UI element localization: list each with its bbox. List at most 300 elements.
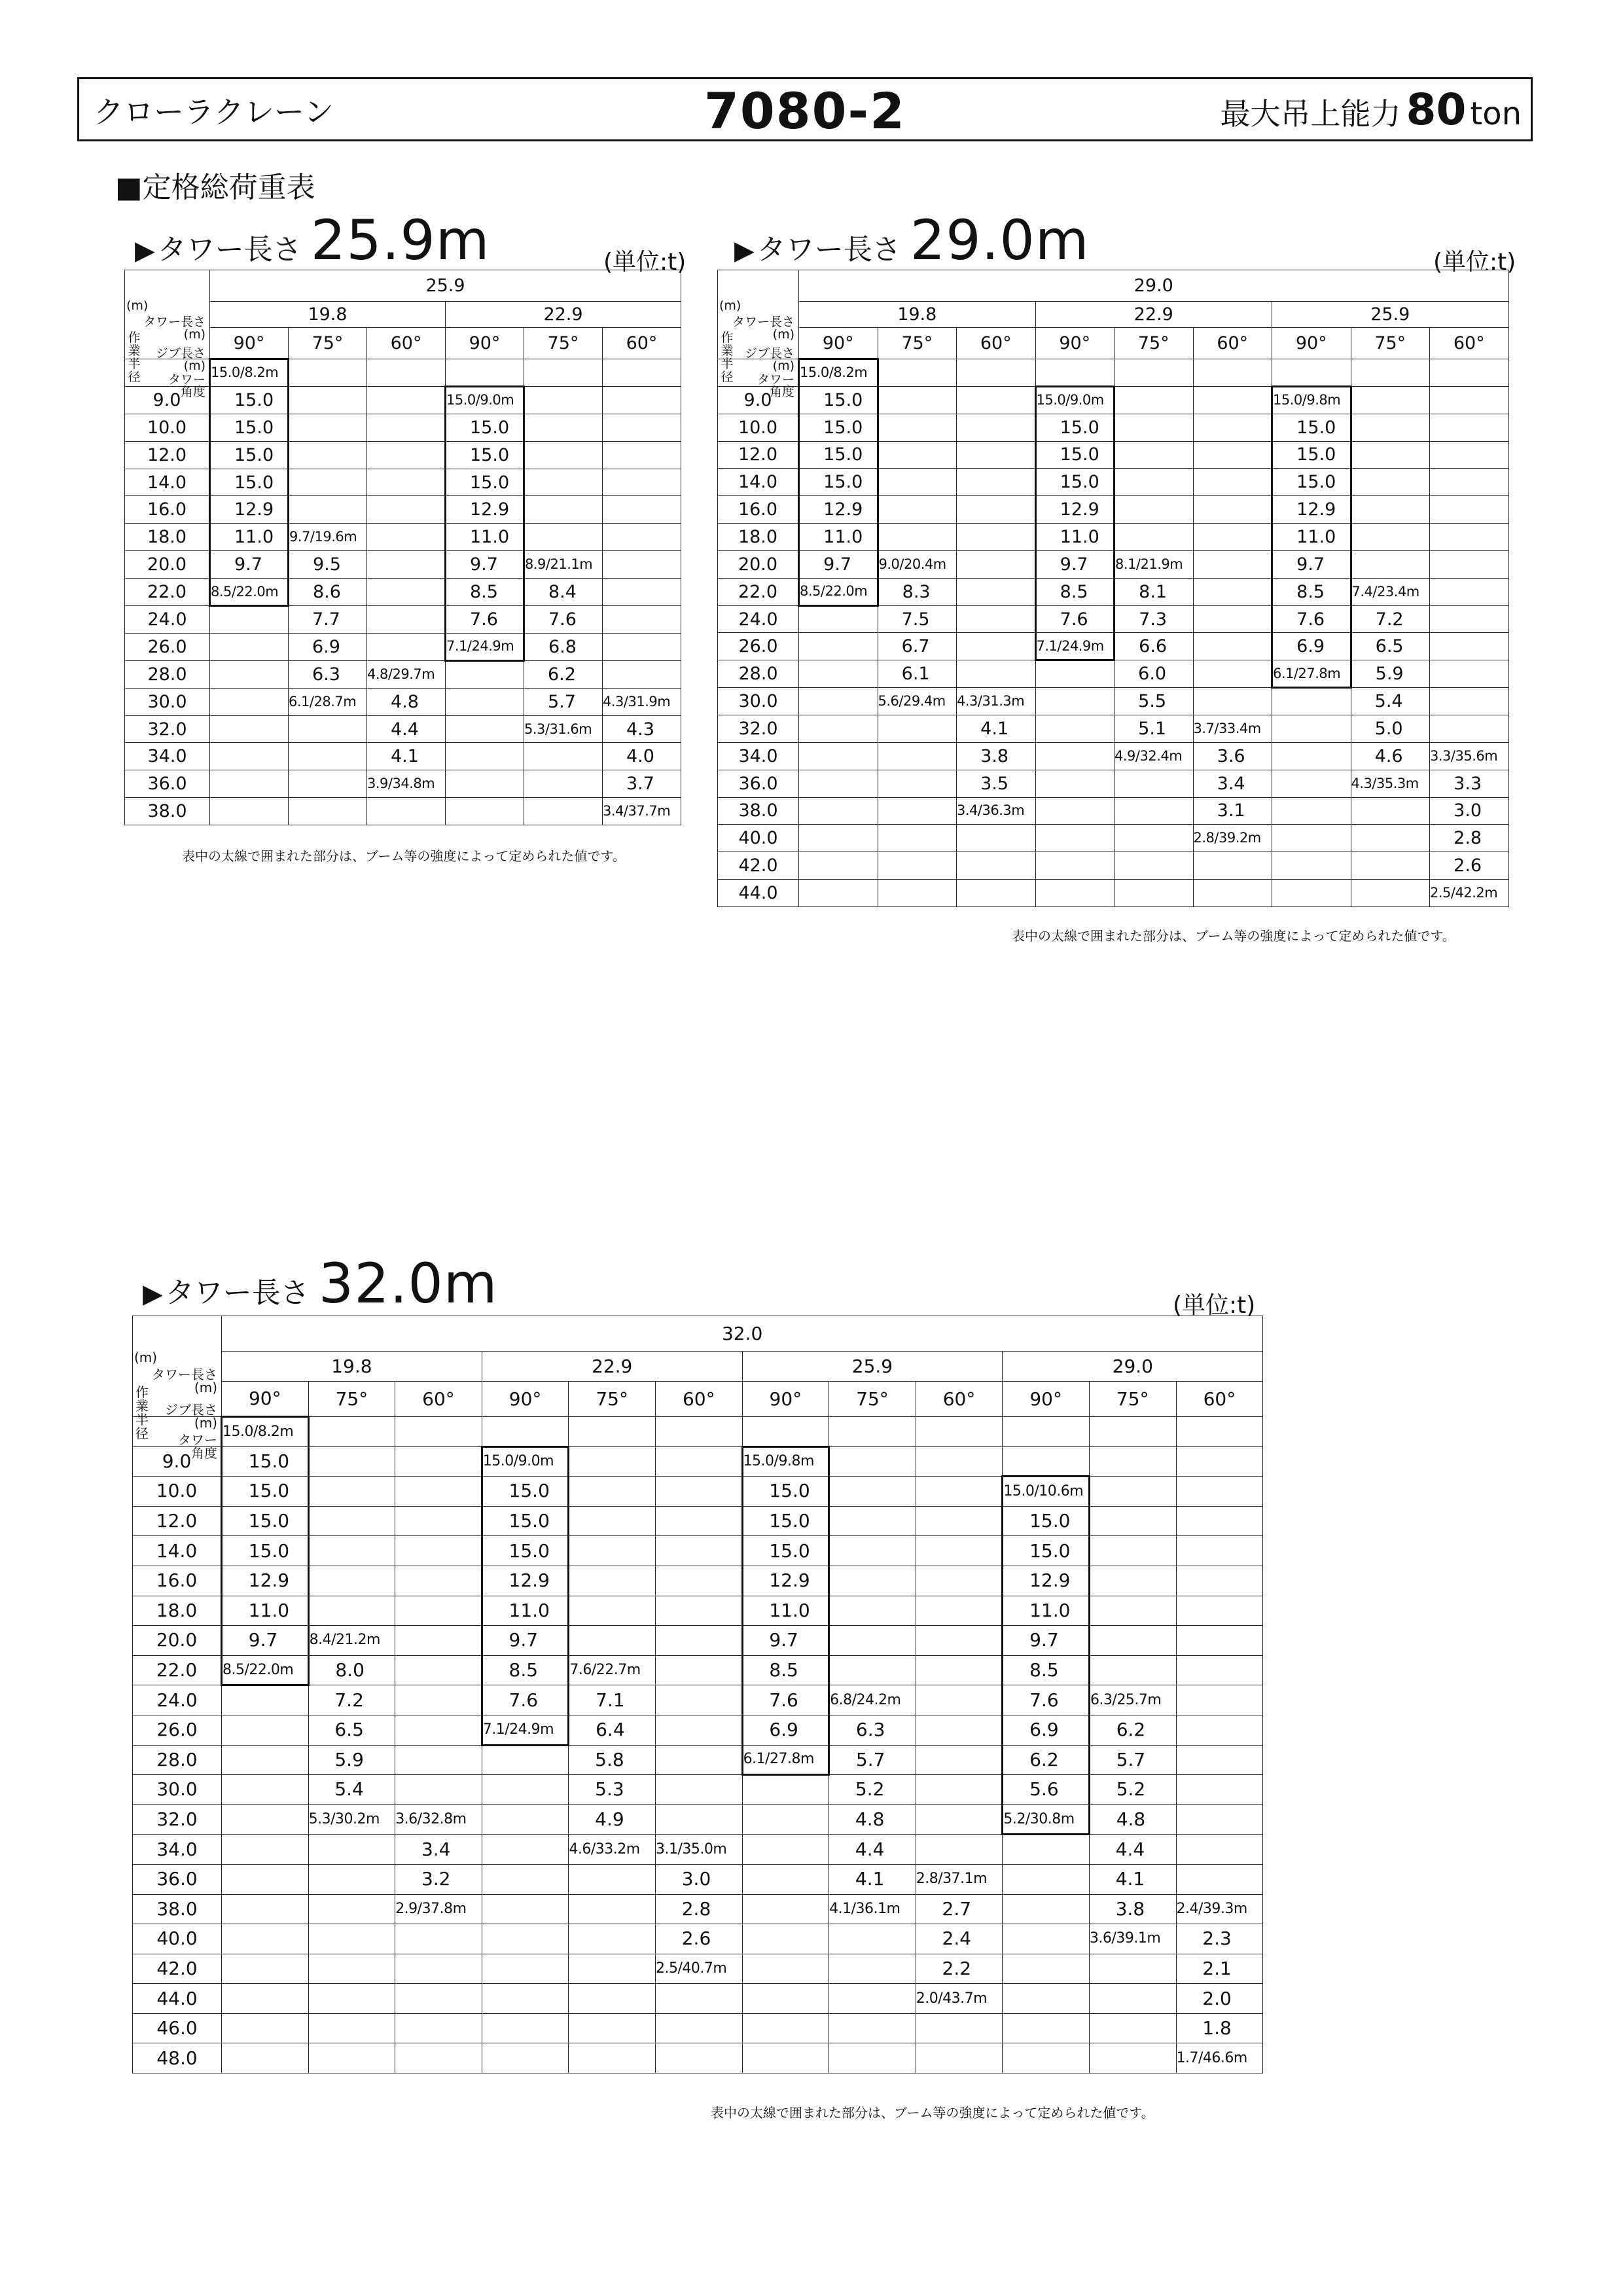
load-value <box>878 715 957 742</box>
load-value: 3.3/35.6m <box>1430 742 1509 770</box>
load-value: 15.0/9.8m <box>1272 386 1351 414</box>
load-value <box>829 1596 916 1626</box>
load-value <box>829 1506 916 1536</box>
load-value <box>446 715 524 743</box>
load-value: 2.4/39.3m <box>1176 1894 1263 1924</box>
load-value <box>1430 386 1509 414</box>
jib-length-value: 19.8 <box>210 302 446 328</box>
load-value <box>289 441 367 469</box>
tower-angle-value: 90° <box>799 328 878 359</box>
load-value <box>524 441 603 469</box>
table-row <box>133 1864 1263 1894</box>
tower-angle-value: 75° <box>878 328 957 359</box>
load-value: 8.5 <box>742 1655 829 1685</box>
load-value <box>1089 1566 1176 1596</box>
load-value: 2.8/37.1m <box>916 1864 1003 1894</box>
load-value: 4.8/29.7m <box>367 660 446 688</box>
radius-value: 20.0 <box>133 1626 222 1656</box>
load-value: 3.1 <box>1193 797 1272 825</box>
load-value: 9.7 <box>210 551 289 579</box>
load-value <box>1272 825 1351 852</box>
load-value <box>395 1984 482 2014</box>
load-value <box>1089 1506 1176 1536</box>
load-value: 4.1 <box>367 743 446 770</box>
load-value <box>1351 359 1430 387</box>
load-value <box>742 1894 829 1924</box>
load-value: 9.7 <box>482 1626 569 1656</box>
load-value <box>799 770 878 797</box>
tower-angle-value: 90° <box>1003 1382 1090 1417</box>
load-value <box>1351 414 1430 441</box>
load-value <box>1115 386 1194 414</box>
load-value <box>367 551 446 579</box>
table-row <box>133 2043 1263 2073</box>
load-value: 3.4/37.7m <box>603 798 681 825</box>
load-value: 4.4 <box>367 715 446 743</box>
load-value: 15.0 <box>799 386 878 414</box>
load-value <box>957 550 1036 578</box>
tower-angle-value: 75° <box>1351 328 1430 359</box>
load-value <box>395 1745 482 1775</box>
load-value <box>210 660 289 688</box>
table-row <box>125 579 681 606</box>
tower-angle-value: 60° <box>603 328 681 359</box>
table-row <box>133 1924 1263 1954</box>
load-value <box>1176 1685 1263 1715</box>
load-value: 6.8/24.2m <box>829 1685 916 1715</box>
load-value <box>308 1864 395 1894</box>
load-value: 3.8 <box>957 742 1036 770</box>
radius-value: 38.0 <box>133 1894 222 1924</box>
load-value <box>1272 880 1351 907</box>
load-value <box>524 469 603 496</box>
load-value: 6.0 <box>1115 660 1194 688</box>
load-value <box>603 633 681 660</box>
tower-angle-value: 75° <box>289 328 367 359</box>
load-value <box>1089 2043 1176 2073</box>
table-row <box>718 852 1509 880</box>
load-value <box>482 1864 569 1894</box>
table-row <box>718 660 1509 688</box>
load-value <box>799 852 878 880</box>
load-value <box>878 496 957 524</box>
load-value <box>482 2043 569 2073</box>
load-value <box>1089 2013 1176 2043</box>
machine-type: クローラクレーン <box>94 94 334 130</box>
load-value <box>1176 1626 1263 1656</box>
load-value <box>1193 441 1272 469</box>
load-value: 7.1/24.9m <box>446 633 524 660</box>
load-value <box>222 1924 309 1954</box>
load-value <box>446 660 524 688</box>
load-value: 2.5/40.7m <box>655 1954 742 1984</box>
table-row <box>133 1984 1263 2014</box>
load-value: 15.0 <box>210 414 289 441</box>
load-value: 8.5/22.0m <box>799 578 878 605</box>
load-value <box>655 1804 742 1835</box>
load-value <box>957 359 1036 387</box>
load-value: 15.0/8.2m <box>210 359 289 387</box>
header-corner <box>125 270 210 399</box>
load-value: 9.0/20.4m <box>878 550 957 578</box>
radius-value: 24.0 <box>133 1685 222 1715</box>
table-row <box>718 688 1509 715</box>
load-value <box>916 1655 1003 1685</box>
table-row <box>125 441 681 469</box>
load-value: 9.7 <box>742 1626 829 1656</box>
load-value <box>446 770 524 798</box>
load-value <box>367 633 446 660</box>
tower-angle-value: 75° <box>1089 1382 1176 1417</box>
tower-angle-value: 90° <box>210 328 289 359</box>
load-value <box>1089 1446 1176 1477</box>
load-value <box>308 1924 395 1954</box>
load-value: 15.0 <box>1035 441 1115 469</box>
load-value <box>1430 496 1509 524</box>
load-value <box>916 1506 1003 1536</box>
load-value <box>569 1984 656 2014</box>
load-value <box>916 2013 1003 2043</box>
load-value <box>1003 2013 1090 2043</box>
load-value <box>1176 1804 1263 1835</box>
load-value <box>289 496 367 524</box>
load-value <box>1035 770 1115 797</box>
load-value: 4.3/35.3m <box>1351 770 1430 797</box>
table-row <box>718 715 1509 742</box>
load-value <box>1176 1536 1263 1566</box>
unit-label-1: (単位:t) <box>603 249 687 276</box>
load-value: 15.0 <box>742 1506 829 1536</box>
radius-label: 作 業 半 径 <box>721 330 734 384</box>
load-value: 11.0 <box>210 524 289 551</box>
table-row <box>718 797 1509 825</box>
table-row <box>125 660 681 688</box>
table-row <box>125 743 681 770</box>
table-row <box>133 1835 1263 1865</box>
load-value: 7.6 <box>1272 605 1351 633</box>
radius-value: 10.0 <box>133 1477 222 1507</box>
load-value <box>1193 524 1272 551</box>
load-value <box>1272 742 1351 770</box>
load-value <box>1115 441 1194 469</box>
load-value <box>1176 1506 1263 1536</box>
load-value <box>829 1417 916 1447</box>
radius-value: 30.0 <box>718 688 799 715</box>
load-value <box>1115 852 1194 880</box>
load-value: 15.0 <box>799 469 878 496</box>
load-value <box>289 743 367 770</box>
load-value: 6.9 <box>742 1715 829 1745</box>
load-value <box>395 1715 482 1745</box>
table-row <box>718 386 1509 414</box>
load-value: 3.4/36.3m <box>957 797 1036 825</box>
load-value: 9.7 <box>222 1626 309 1656</box>
load-value <box>799 797 878 825</box>
radius-value: 36.0 <box>718 770 799 797</box>
load-value <box>742 1954 829 1984</box>
load-value: 5.9 <box>308 1745 395 1775</box>
load-value <box>569 1536 656 1566</box>
load-value <box>742 1835 829 1865</box>
load-value <box>289 359 367 387</box>
radius-value: 36.0 <box>125 770 210 798</box>
load-value: 8.5 <box>1272 578 1351 605</box>
table-row <box>125 606 681 634</box>
load-value: 6.9 <box>1272 633 1351 660</box>
radius-unit: (m) <box>126 298 149 313</box>
radius-value: 16.0 <box>133 1566 222 1596</box>
table-row <box>718 770 1509 797</box>
load-value <box>1193 605 1272 633</box>
load-value: 5.2 <box>829 1775 916 1805</box>
load-value <box>603 496 681 524</box>
load-value: 9.7 <box>1003 1626 1090 1656</box>
capacity-unit: ton <box>1470 96 1522 132</box>
load-value: 5.3/31.6m <box>524 715 603 743</box>
load-value <box>957 660 1036 688</box>
load-value: 15.0 <box>1272 469 1351 496</box>
load-value <box>1176 1596 1263 1626</box>
radius-value: 26.0 <box>125 633 210 660</box>
load-value: 15.0 <box>222 1477 309 1507</box>
table-row <box>718 605 1509 633</box>
load-value <box>799 633 878 660</box>
load-value <box>308 1477 395 1507</box>
triangle-icon: ▶ <box>734 236 755 266</box>
load-value <box>367 441 446 469</box>
load-value: 2.2 <box>916 1954 1003 1984</box>
load-value: 4.6 <box>1351 742 1430 770</box>
load-value: 15.0 <box>210 469 289 496</box>
table-note-1: 表中の太線で囲まれた部分は、ブーム等の強度によって定められた値です。 <box>182 848 626 864</box>
tower-angle-value: 90° <box>1035 328 1115 359</box>
load-value <box>1089 1984 1176 2014</box>
load-value: 9.7 <box>446 551 524 579</box>
load-value <box>1176 1745 1263 1775</box>
load-value: 8.5/22.0m <box>210 579 289 606</box>
table-row <box>125 359 681 387</box>
load-value <box>524 386 603 414</box>
table-row <box>125 688 681 715</box>
load-value <box>878 414 957 441</box>
load-value <box>1193 414 1272 441</box>
radius-value: 22.0 <box>718 578 799 605</box>
load-value: 6.5 <box>308 1715 395 1745</box>
load-value <box>655 1417 742 1447</box>
load-value <box>916 1804 1003 1835</box>
load-value: 3.1/35.0m <box>655 1835 742 1865</box>
load-value <box>482 1984 569 2014</box>
radius-value: 34.0 <box>133 1835 222 1865</box>
tower-angle-value: 90° <box>446 328 524 359</box>
load-value <box>742 1417 829 1447</box>
load-value <box>916 1417 1003 1447</box>
load-value <box>1035 742 1115 770</box>
table-row <box>133 1715 1263 1745</box>
load-value <box>829 1954 916 1984</box>
tower-angle-value: 60° <box>916 1382 1003 1417</box>
load-value <box>603 606 681 634</box>
radius-value: 26.0 <box>718 633 799 660</box>
load-value: 15.0 <box>799 441 878 469</box>
load-value <box>1035 880 1115 907</box>
radius-value: 38.0 <box>718 797 799 825</box>
load-value: 4.3 <box>603 715 681 743</box>
load-value: 2.6 <box>655 1924 742 1954</box>
table-row <box>133 1775 1263 1805</box>
load-value <box>603 441 681 469</box>
load-value: 5.0 <box>1351 715 1430 742</box>
load-value <box>916 1626 1003 1656</box>
load-value <box>482 2013 569 2043</box>
load-value <box>1351 550 1430 578</box>
load-value: 3.0 <box>655 1864 742 1894</box>
load-value: 12.9 <box>1272 496 1351 524</box>
load-value <box>1115 414 1194 441</box>
load-value <box>210 606 289 634</box>
radius-value: 10.0 <box>125 414 210 441</box>
tower-angle-value: 60° <box>1176 1382 1263 1417</box>
load-value <box>1035 688 1115 715</box>
load-value <box>308 1596 395 1626</box>
load-value <box>916 1566 1003 1596</box>
load-value: 4.4 <box>1089 1835 1176 1865</box>
load-value: 5.9 <box>1351 660 1430 688</box>
title-prefix: タワー長さ <box>757 233 901 266</box>
tower-length: 32.0m <box>318 1251 498 1316</box>
load-value <box>957 441 1036 469</box>
load-value: 6.4 <box>569 1715 656 1745</box>
load-value: 5.7 <box>524 688 603 715</box>
load-value: 7.6 <box>524 606 603 634</box>
load-value <box>603 359 681 387</box>
load-value <box>395 1655 482 1685</box>
load-value <box>395 2043 482 2073</box>
radius-value: 14.0 <box>718 469 799 496</box>
load-value <box>655 1536 742 1566</box>
load-value <box>395 1417 482 1447</box>
load-value: 7.6 <box>446 606 524 634</box>
load-value: 5.4 <box>1351 688 1430 715</box>
radius-value: 40.0 <box>133 1924 222 1954</box>
load-value <box>1003 1864 1090 1894</box>
load-value <box>1430 715 1509 742</box>
load-value: 7.6 <box>742 1685 829 1715</box>
load-value <box>569 1446 656 1477</box>
tower-length-value: 29.0 <box>799 270 1509 302</box>
load-value <box>1089 1596 1176 1626</box>
load-value: 4.1 <box>829 1864 916 1894</box>
load-value <box>957 880 1036 907</box>
load-value <box>829 2013 916 2043</box>
load-value: 3.7 <box>603 770 681 798</box>
table-row <box>125 496 681 524</box>
load-value <box>655 1775 742 1805</box>
load-value <box>1430 441 1509 469</box>
load-value <box>742 2013 829 2043</box>
load-value <box>210 633 289 660</box>
title-prefix: タワー長さ <box>157 233 302 266</box>
tower-angle-value: 90° <box>1272 328 1351 359</box>
radius-value: 24.0 <box>718 605 799 633</box>
table-row <box>125 770 681 798</box>
load-value <box>829 1626 916 1656</box>
load-value: 3.8 <box>1089 1894 1176 1924</box>
load-value: 15.0 <box>210 386 289 414</box>
table-row <box>133 2013 1263 2043</box>
load-value: 15.0 <box>482 1506 569 1536</box>
load-value <box>655 1596 742 1626</box>
radius-value: 30.0 <box>125 688 210 715</box>
load-value <box>222 1894 309 1924</box>
jib-length-value: 25.9 <box>1272 302 1509 328</box>
load-value <box>1272 688 1351 715</box>
load-value <box>1089 1626 1176 1656</box>
load-value: 11.0 <box>1035 524 1115 551</box>
jib-length-label: ジブ長さ (m) <box>165 1401 217 1431</box>
load-value <box>308 1506 395 1536</box>
load-value <box>1430 633 1509 660</box>
load-value <box>655 1655 742 1685</box>
radius-value: 34.0 <box>125 743 210 770</box>
load-value: 3.7/33.4m <box>1193 715 1272 742</box>
tower-angle-label: タワー 角度 <box>168 372 205 399</box>
table-row <box>125 524 681 551</box>
load-value <box>1003 1835 1090 1865</box>
load-value: 15.0 <box>222 1536 309 1566</box>
load-value <box>524 524 603 551</box>
load-value <box>524 414 603 441</box>
radius-value: 48.0 <box>133 2043 222 2073</box>
load-value <box>829 2043 916 2073</box>
header-corner <box>718 270 799 399</box>
load-value <box>878 797 957 825</box>
load-value <box>395 1954 482 1984</box>
load-value <box>1115 469 1194 496</box>
triangle-icon: ▶ <box>143 1279 163 1309</box>
load-value: 8.0 <box>308 1655 395 1685</box>
radius-value: 20.0 <box>125 551 210 579</box>
load-value <box>1193 880 1272 907</box>
tower-angle-value: 75° <box>1115 328 1194 359</box>
radius-value: 22.0 <box>133 1655 222 1685</box>
load-value <box>395 1506 482 1536</box>
load-value: 9.7/19.6m <box>289 524 367 551</box>
load-value <box>482 1775 569 1805</box>
load-value <box>799 825 878 852</box>
load-value <box>829 1477 916 1507</box>
radius-value: 36.0 <box>133 1864 222 1894</box>
load-value <box>878 359 957 387</box>
load-value: 9.7 <box>799 550 878 578</box>
load-value <box>603 579 681 606</box>
load-value <box>367 469 446 496</box>
load-value: 3.0 <box>1430 797 1509 825</box>
load-value <box>222 1954 309 1984</box>
load-value <box>395 1446 482 1477</box>
load-value <box>524 770 603 798</box>
page-header <box>77 77 1533 141</box>
load-value <box>829 1566 916 1596</box>
load-value: 12.9 <box>799 496 878 524</box>
load-value <box>799 660 878 688</box>
load-value <box>1176 1566 1263 1596</box>
load-value: 6.2 <box>524 660 603 688</box>
table-row <box>125 414 681 441</box>
load-value <box>957 469 1036 496</box>
load-value: 8.5/22.0m <box>222 1655 309 1685</box>
load-value: 12.9 <box>446 496 524 524</box>
